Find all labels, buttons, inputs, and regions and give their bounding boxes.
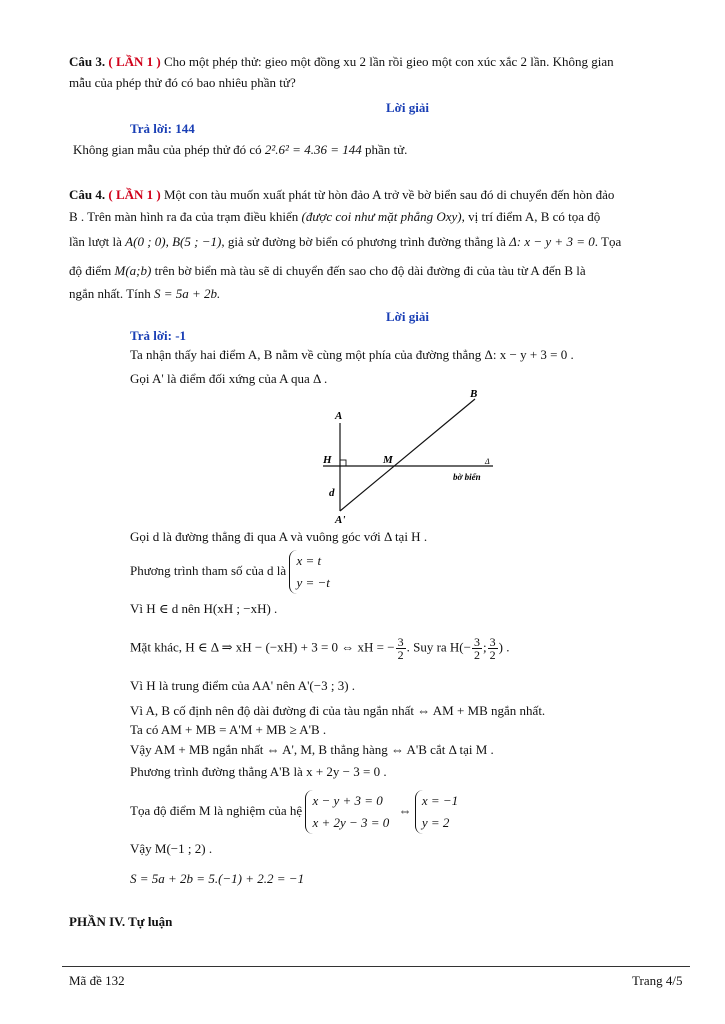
q3-label: Câu 3.	[69, 54, 106, 69]
q4-step-12-text: Tọa độ điểm M là nghiệm của hệ	[130, 802, 303, 818]
q4-step-3: Gọi d là đường thẳng đi qua A và vuông góc với Δ tại H .	[130, 529, 428, 544]
q4-step-9: Ta có AM + MB = A'M + MB ≥ A'B .	[130, 722, 327, 737]
q4-line-1-text: Một con tàu muốn xuất phát từ hòn đảo A trở về bờ biển sau đó di chuyển đến hòn đảo	[163, 187, 615, 202]
q4-line-1	[69, 186, 614, 204]
footer-page: Trang 4/5	[632, 973, 683, 988]
q4-line-5	[69, 285, 220, 303]
section-heading: PHẦN IV. Tự luận	[69, 914, 173, 929]
q4-line-3a: lần lượt là	[69, 234, 122, 249]
q4-step-7: Vì H là trung điểm của AA' nên A'(−3 ; 3) .	[130, 678, 356, 693]
q4-param-eq-2: y = −t	[296, 575, 330, 590]
q3-answer: Trả lời: 144	[130, 121, 195, 136]
label-coast: bờ biển	[453, 472, 481, 482]
q4-step-12	[130, 790, 464, 834]
q4-system	[305, 790, 395, 834]
fraction-3-2-c	[488, 636, 498, 661]
label-A-prime: A'	[335, 514, 346, 526]
q4-line-3	[69, 233, 621, 251]
frac-den: 2	[397, 648, 404, 662]
label-M: M	[383, 454, 393, 466]
q4-line-2c: vị trí điểm A, B có tọa độ	[468, 209, 601, 224]
q4-line-4c: trên bờ biển mà tàu sẽ di chuyển đến sao cho độ dài đường đi của tàu từ A đến B là	[154, 263, 586, 278]
q4-step-4	[130, 550, 336, 594]
q4-step-6	[130, 636, 509, 661]
q4-answer: Trả lời: -1	[130, 328, 187, 343]
frac-num-b: 3	[473, 635, 480, 649]
q4-step-14: S = 5a + 2b = 5.(−1) + 2.2 = −1	[130, 871, 305, 886]
q4-equivalent: ⇔	[398, 802, 412, 818]
q4-step-6b: . Suy ra H(−	[406, 639, 471, 655]
q4-step-2: Gọi A' là điểm đối xứng của A qua Δ .	[130, 371, 328, 386]
frac-den-c: 2	[489, 648, 496, 662]
q4-line-2	[69, 208, 600, 226]
q3-text-1: Cho một phép thử: gieo một đồng xu 2 lần rồi gieo một con xúc xắc 2 lần. Không gian	[163, 54, 614, 69]
right-angle-mark	[340, 460, 346, 466]
q4-system-eq-1: x − y + 3 = 0	[312, 793, 383, 808]
q4-step-11: Phương trình đường thẳng A'B là x + 2y − 3 = 0 .	[130, 764, 387, 779]
q4-param-eq-1: x = t	[296, 553, 322, 568]
fraction-3-2-b	[472, 636, 482, 661]
footer-divider	[62, 966, 690, 967]
q4-step-6c: ;	[482, 639, 487, 655]
q4-step-13: Vậy M(−1 ; 2) .	[130, 841, 213, 856]
q3-text-2: mẫu của phép thử đó có bao nhiêu phần tử?	[69, 75, 296, 90]
frac-num: 3	[397, 635, 404, 649]
q4-line-2a: B . Trên màn hình ra đa của trạm điều khiển	[69, 209, 299, 224]
q4-line-5a: ngắn nhất. Tính	[69, 286, 151, 301]
q4-tag: ( LẦN 1 )	[108, 187, 161, 202]
q4-step-1: Ta nhận thấy hai điểm A, B nằm về cùng một phía của đường thẳng Δ: x − y + 3 = 0 .	[130, 347, 574, 362]
label-A: A	[335, 410, 343, 422]
line-A-prime-B	[340, 399, 475, 511]
label-d: d	[329, 487, 335, 499]
q4-param-system	[289, 550, 335, 594]
frac-den-b: 2	[473, 648, 480, 662]
label-H: H	[323, 454, 332, 466]
q4-line-3c: , giả sử đường bờ biển có phương trình đường thẳng là	[221, 234, 506, 249]
q4-line-3e: . Tọa	[594, 234, 622, 249]
q3-stem	[69, 53, 687, 71]
q4-step-10: Vậy AM + MB ngắn nhất ⇔ A', M, B thẳng hàng ⇔ A'B cắt Δ tại M .	[130, 742, 494, 757]
q4-line-3b: A(0 ; 0), B(5 ; −1)	[125, 234, 222, 249]
label-B: B	[470, 388, 478, 400]
q4-step-6a: Mặt khác, H ∈ Δ ⇒ xH − (−xH) + 3 = 0 ⇔ xH = −	[130, 639, 395, 655]
q4-line-4	[69, 262, 586, 280]
q4-step-8: Vì A, B cố định nên độ dài đường đi của tàu ngắn nhất ⇔ AM + MB ngắn nhất.	[130, 703, 546, 718]
q4-line-3d: Δ: x − y + 3 = 0	[509, 234, 595, 249]
label-delta: Δ	[485, 457, 490, 466]
q4-line-5b: S = 5a + 2b.	[153, 286, 221, 301]
q4-line-4b: M(a;b)	[114, 263, 152, 278]
q4-line-4a: độ điểm	[69, 263, 112, 278]
q4-step-5: Vì H ∈ d nên H(xH ; −xH) .	[130, 601, 278, 616]
q4-step-6d: ) .	[498, 639, 510, 655]
q4-solution-heading: Lời giải	[386, 309, 429, 324]
q3-solution-heading: Lời giải	[386, 100, 429, 115]
frac-num-c: 3	[489, 635, 496, 649]
q4-system-eq-2: x + 2y − 3 = 0	[312, 815, 390, 830]
q3-explain-pre: Không gian mẫu của phép thử đó có	[73, 142, 262, 157]
q4-solution-y: y = 2	[421, 815, 450, 830]
footer-code: Mã đề 132	[69, 973, 125, 988]
q3-explain-post: phần tử.	[364, 142, 408, 157]
q3-tag: ( LẦN 1 )	[108, 54, 161, 69]
q4-solution-system	[415, 790, 464, 834]
q4-line-2b: (được coi như mặt phẳng Oxy),	[301, 209, 465, 224]
geometry-figure	[315, 385, 505, 530]
q4-label: Câu 4.	[69, 187, 106, 202]
fraction-3-2	[396, 636, 406, 661]
q3-explanation	[73, 141, 407, 159]
q4-step-4-text: Phương trình tham số của d là	[130, 562, 287, 578]
q3-explain-formula: 2².6² = 4.36 = 144	[264, 142, 362, 157]
q4-solution-x: x = −1	[421, 793, 459, 808]
